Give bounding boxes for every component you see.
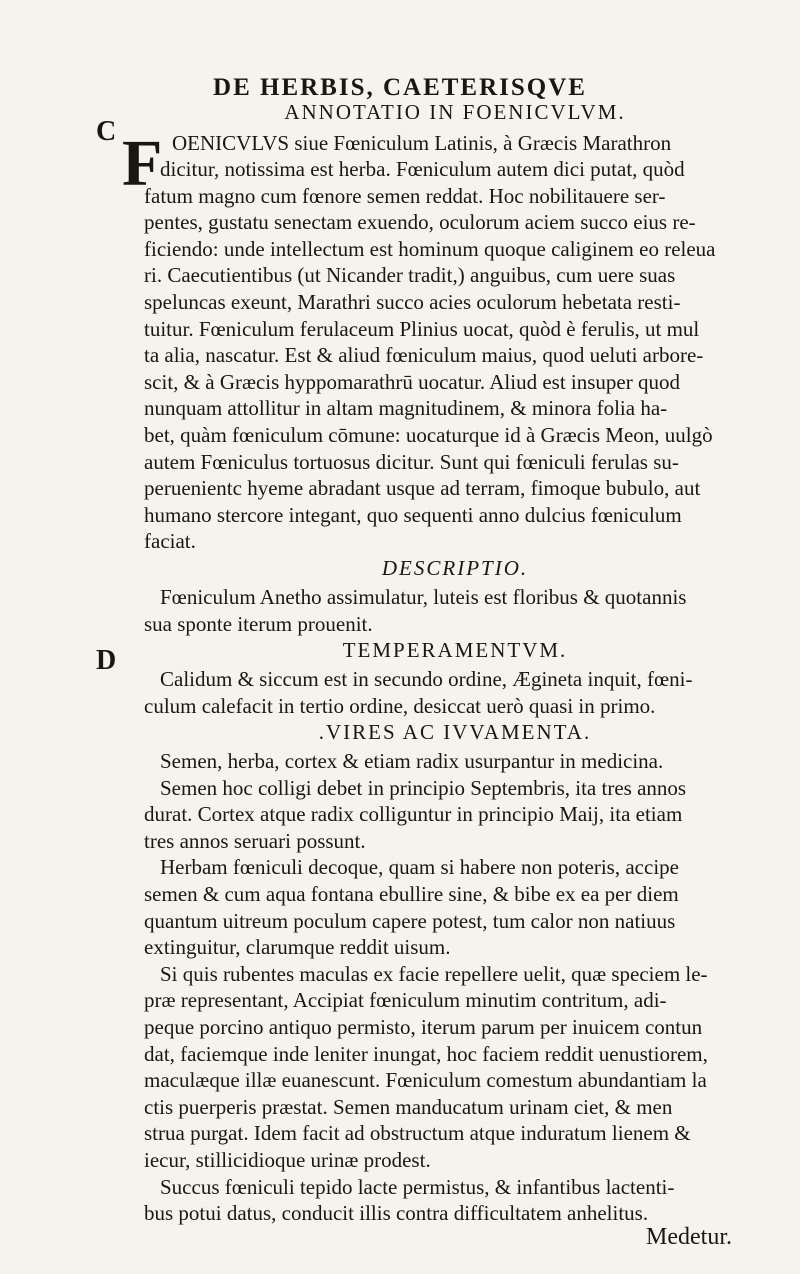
text-line: strua purgat. Idem facit ad obstructum atque induratum lienem & xyxy=(144,1121,691,1146)
text-line: scit, & à Græcis hyppomarathrū uocatur. Aliud est insuper quod xyxy=(144,369,680,394)
text-line: Herbam fœniculi decoque, quam si habere non poteris, accipe xyxy=(160,855,679,880)
text-line: Calidum & siccum est in secundo ordine, Æginetа inquit, fœni- xyxy=(160,667,693,691)
running-header: DE HERBIS, CAETERISQVE xyxy=(213,74,587,101)
annotatio-text-first xyxy=(172,130,754,157)
text-line: ficiendo: unde intellectum est hominum quoque caliginem eo releua xyxy=(144,236,716,261)
text-line: Semen hoc colligi debet in principio Septembris, ita tres annos xyxy=(160,775,687,800)
annotatio-text xyxy=(144,156,754,555)
text-line: Semen, herba, cortex & etiam radix usurpantur in medicina. xyxy=(160,749,664,773)
margin-letter-c: C xyxy=(96,116,117,147)
text-line: Succus fœniculi tepido lacte permistus, & infantibus lactenti- xyxy=(160,1174,675,1199)
text-line: peque porcino antiquo permisto, iterum parum per inuicem contun xyxy=(144,1014,703,1039)
descriptio-text xyxy=(144,584,754,637)
text-line: ta alia, nascatur. Est & aliud fœniculum maius, quod ueluti arbore- xyxy=(144,343,704,368)
text-line: semen & cum aqua fontana ebullire sine, & bibe ex ea per diem xyxy=(144,881,679,906)
temperamentum-text xyxy=(144,666,754,719)
section-heading-annotatio: ANNOTATIO IN FOENICVLVM. xyxy=(284,100,626,124)
text-line: dat, faciemque inde leniter inungat, hoc faciem reddit uenustiorem, xyxy=(144,1041,708,1066)
text-line: Fœniculum Anetho assimulatur, luteis est floribus & quotannis xyxy=(160,585,687,609)
text-line: bet, quàm fœniculum cōmune: uocaturque id à Græcis Meon, uulgò xyxy=(144,422,713,447)
text-line: bus potui datus, conducit illis contra difficultatem anhelitus. xyxy=(144,1201,649,1226)
text-line: culum calefacit in tertio ordine, desiccat uerò quasi in primo. xyxy=(144,693,656,718)
text-line: tuitur. Fœniculum ferulaceum Plinius uocat, quòd è ferulis, ut mul xyxy=(144,316,700,341)
section-heading-descriptio: DESCRIPTIO. xyxy=(381,556,529,580)
text-line: maculæque illæ euanescunt. Fœniculum comestum abundantiam la xyxy=(144,1068,707,1093)
text-line: faciat. xyxy=(144,529,196,554)
text-line: nunquam attollitur in altam magnitudinem, & minora folia ha- xyxy=(144,396,668,421)
section-heading-temperamentum: TEMPERAMENTVM. xyxy=(342,638,568,662)
text-line: ctis puerperis præstat. Semen manducatum urinam ciet, & men xyxy=(144,1094,673,1119)
text-line: pentes, gustatu senectam exuendo, oculorum aciem succo eius re- xyxy=(144,210,696,235)
text-line: fatum magno cum fœnore semen reddat. Hoc nobilitauere ser- xyxy=(144,183,666,208)
text-line: ri. Caecutientibus (ut Nicander tradit,) anguibus, cum uere suas xyxy=(144,263,676,288)
section-heading-vires: .VIRES AC IVVAMENTA. xyxy=(318,720,592,744)
text-line: Si quis rubentes maculas ex facie repellere uelit, quæ speciem le- xyxy=(160,961,708,986)
text-line: speluncas exeunt, Marathri succo acies oculorum hebetata resti- xyxy=(144,289,681,314)
text-line: autem Fœniculus tortuosus dicitur. Sunt qui fœniculi ferulas su- xyxy=(144,449,679,474)
text-line: tres annos seruari possunt. xyxy=(144,828,366,853)
text-line: humano stercore integant, quo sequenti anno dulcius fœniculum xyxy=(144,502,682,527)
drop-cap: F xyxy=(122,127,163,200)
text-line: OENICVLVS siue Fœniculum Latinis, à Græcis Marathron xyxy=(172,131,672,155)
text-line: peruenientc hyeme abradant usque ad terram, fimoque bubulo, aut xyxy=(144,476,701,501)
text-line: durat. Cortex atque radix colliguntur in principio Maij, ita etiam xyxy=(144,802,683,827)
text-line: iecur, stillicidioque urinæ prodest. xyxy=(144,1147,431,1172)
margin-letter-d: D xyxy=(96,645,117,676)
text-line: dicitur, notissima est herba. Fœniculum autem dici putat, quòd xyxy=(160,157,685,181)
catchword: Medetur. xyxy=(646,1224,732,1250)
vires-text xyxy=(144,748,754,1227)
text-line: quantum uitreum poculum capere potest, tum calor non natiuus xyxy=(144,908,676,933)
text-line: extinguitur, clarumque reddit uisum. xyxy=(144,935,451,960)
text-line: sua sponte iterum prouenit. xyxy=(144,611,373,636)
text-line: præ representant, Accipiat fœniculum minutim contritum, adi- xyxy=(144,988,667,1013)
